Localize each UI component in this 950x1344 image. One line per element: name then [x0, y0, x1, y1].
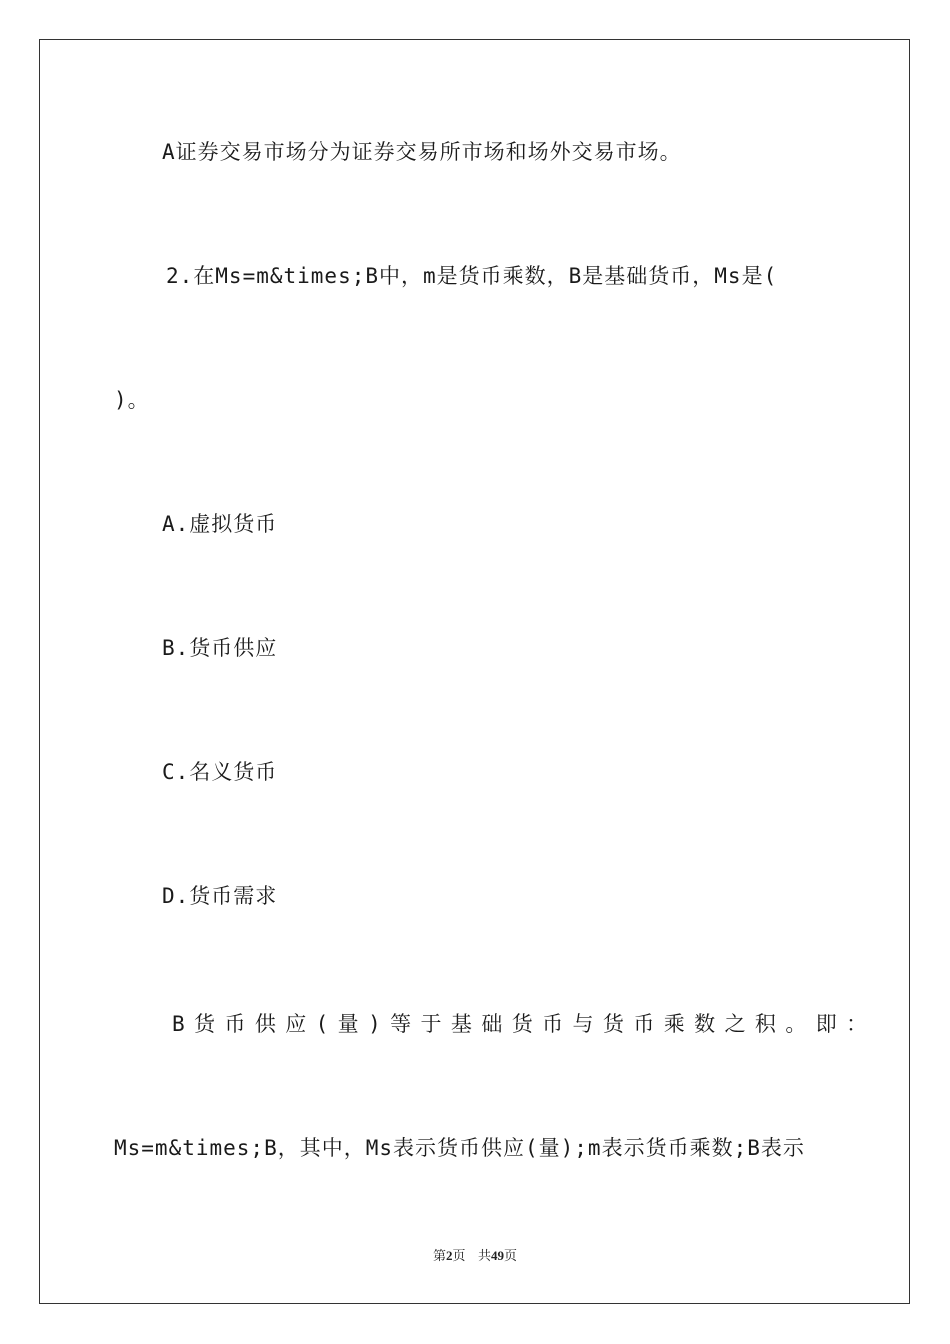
total-pages-number: 49 — [490, 1248, 504, 1263]
answer-line-1: A证券交易市场分为证券交易所市场和场外交易市场。 — [162, 140, 682, 164]
explanation-line-2: Ms=m&times;B，其中，Ms表示货币供应(量);m表示货币乘数;B表示 — [114, 1136, 805, 1160]
page-footer — [0, 1245, 950, 1264]
explanation-line-1: B货币供应(量)等于基础货币与货币乘数之积。即： — [172, 1012, 877, 1036]
option-b: B.货币供应 — [162, 636, 278, 660]
total-label-suffix: 页 — [503, 1249, 517, 1264]
option-d: D.货币需求 — [162, 884, 278, 908]
page-label-prefix: 第 — [433, 1249, 447, 1264]
page-border — [39, 39, 910, 1304]
option-a: A.虚拟货币 — [162, 512, 278, 536]
total-label-prefix: 共 — [477, 1249, 491, 1264]
question-2-text: 2.在Ms=m&times;B中，m是货币乘数，B是基础货币，Ms是( — [166, 264, 778, 288]
question-2-continuation: )。 — [114, 388, 150, 412]
option-c: C.名义货币 — [162, 760, 278, 784]
current-page-number: 2 — [446, 1248, 453, 1263]
page-label-suffix: 页 — [452, 1249, 466, 1264]
